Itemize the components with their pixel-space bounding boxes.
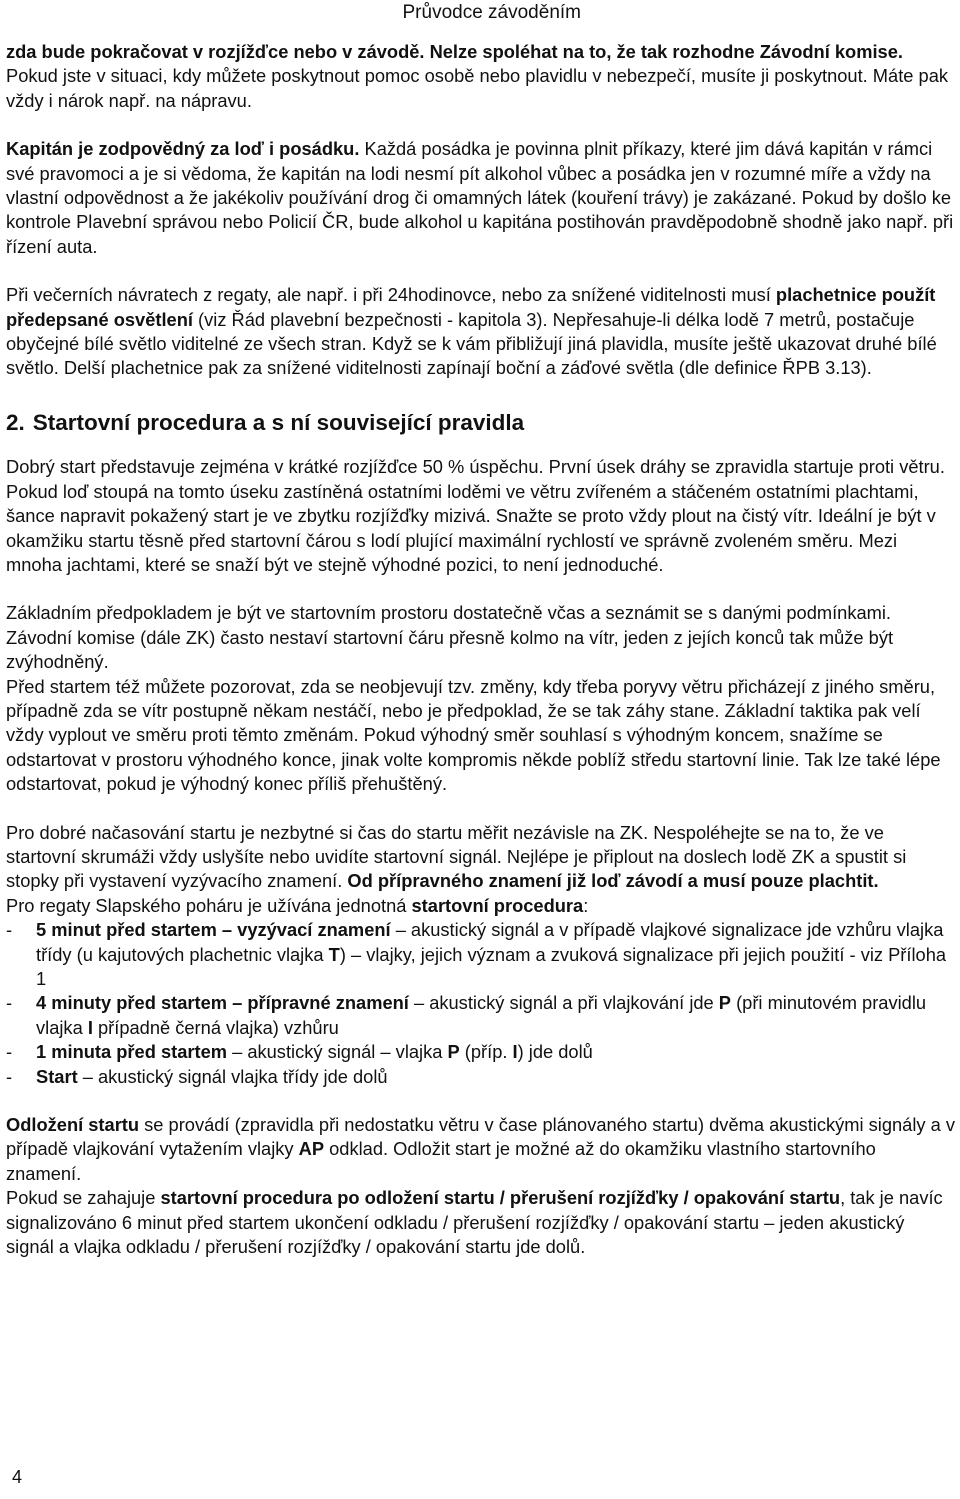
list-item-2-text-h: případně černá vlajka) vzhůru (92, 1016, 339, 1038)
list-item-3-text-f: ) jde dolů (517, 1041, 593, 1063)
paragraph-timing-text: Pro dobré načasování startu je nezbytné si čas do startu měřit nezávisle na ZK. Nespoléhejte se na to, že ve startovní skrumáži vždy uslyšíte nebo uvidíte startovní signál. Nejlépe je připlout na doslech lodě ZK a spustit si stopky při vystavení vyzývacího znamení. (6, 821, 907, 892)
restart-slash-2: / (678, 1187, 694, 1209)
list-item-3-flag-i: I (512, 1041, 518, 1063)
paragraph-lights-bold: plachetnice použít předepsané osvětlení (6, 284, 936, 330)
paragraph-start-area: Základním předpokladem je být ve startovním prostoru dostatečně včas a seznámit se s danými podmínkami. Závodní komise (dále ZK) často nestaví startovní čáru přesně kolmo na vítr, jeden z jejích konců tak může být zvýhodněný. (6, 602, 894, 673)
list-item-3-text-d: (příp. (459, 1041, 513, 1063)
paragraph-lights (6, 283, 956, 381)
list-item-2-flag-i: I (87, 1016, 93, 1038)
list-item-1-text-d: – akustický signál a v případě vlajkové signalizace jde vzhůru vlajka třídy (u kajutových plachetnic vlajka (36, 919, 944, 965)
restart-bold-d: přerušení rozjížďky (509, 1187, 679, 1209)
list-item-3-flag-p: P (447, 1041, 460, 1063)
paragraph-captain-text: Každá posádka je povinna plnit příkazy, které jim dává kapitán v rámci své pravomoci a je si vědoma, že kapitán na lodi nesmí pít alkohol vůbec a posádka jen v rozumné míře a vždy na vlastní odpovědnost a že jakékoliv používání drog či omamných látek (kouření trávy) je zakázané. Pokud by došlo ke kontrole Plavební správou nebo Policií ČR, bude alkohol u kapitána postihován pravděpodobně shodně jako např. při řízení auta. (6, 138, 954, 257)
paragraph-rescue-text: Pokud jste v situaci, kdy můžete poskytnout pomoc osobě nebo plavidlu v nebezpečí, musíte ji poskytnout. Máte pak vždy i nárok např. na nápravu. (6, 65, 949, 111)
list-item-1-bold-a: 5 minut před startem (36, 919, 217, 941)
paragraph-postponement (6, 1113, 956, 1186)
list-item-2-bold-a: 4 minuty před startem (36, 992, 227, 1014)
list-item-2-flag-p: P (718, 992, 731, 1014)
list-item-2-bold-c: přípravné znamení (247, 992, 409, 1014)
running-header-title: Průvodce závoděním (402, 2, 581, 23)
section-heading (6, 411, 956, 435)
list-item-2-text-d: – akustický signál a při vlajkování jde (408, 992, 719, 1014)
restart-slash-1: / (494, 1187, 510, 1209)
paragraph-rescue (6, 40, 956, 113)
paragraph-good-start: Dobrý start představuje zejména v krátké rozjížďce 50 % úspěchu. První úsek dráhy se zpravidla startuje proti větru. Pokud loď stoupá na tomto úseku zastíněná ostatními loděmi ve větru zvířeném a stáčeném ostatními plachtami, šance napravit pokažený start je ve zbytku rozjížďky mizivá. Snažte se proto vždy plout na čistý vítr. Ideální je být v okamžiku startu těsně před startovní čárou s lodí plující maximální rychlostí ve správně zvoleném směru. Mezi mnoha jachtami, které se snaží být ve stejně výhodné pozici, to není jednoduché. (6, 456, 945, 575)
page-content (6, 40, 956, 1259)
page-number: 4 (12, 1467, 23, 1487)
procedure-list (6, 918, 956, 1089)
list-item-4-text-b: – akustický signál vlajka třídy jde dolů (77, 1065, 388, 1087)
restart-text-g: , tak je navíc signalizováno 6 minut před startem ukončení odkladu / přerušení rozjížďky / opakování startu – jeden akustický signál a vlajka odkladu / přerušení rozjížďky / opakování startu jde dolů. (6, 1187, 943, 1258)
list-item-3-text-b: – akustický signál – vlajka (227, 1041, 448, 1063)
section-title: Startovní procedura a s ní související pravidla (32, 409, 525, 435)
list-item-4-bold-a: Start (36, 1065, 78, 1087)
restart-text-a: Pokud se zahajuje (6, 1187, 161, 1209)
paragraph-procedure-intro (6, 894, 956, 918)
procedure-intro-colon: : (583, 894, 589, 916)
list-item (6, 991, 956, 1040)
list-item-2-text-f: (při minutovém pravidlu vlajka (36, 992, 927, 1038)
procedure-intro-text: Pro regaty Slapského poháru je užívána jednotná (6, 894, 412, 916)
list-item-2-dash: – (227, 992, 248, 1014)
list-item-1-dash: – (216, 919, 238, 941)
paragraph-lights-text-a: Při večerních návratech z regaty, ale např. i při 24hodinovce, nebo za snížené viditelnosti musí (6, 284, 776, 306)
list-item-1-flag-t: T (328, 943, 340, 965)
paragraph-restart (6, 1186, 956, 1259)
list-item (6, 1040, 956, 1064)
list-item (6, 1065, 956, 1089)
paragraph-wind-changes: Před startem též můžete pozorovat, zda se neobjevují tzv. změny, kdy třeba poryvy větru přicházejí z jiného směru, případně zda se vítr postupně někam nestáčí, nebo je předpoklad, že se tak záhy stane. Základní taktika pak velí vždy vyplout ve směru proti těmto změnám. Pokud výhodný směr souhlasí s výhodným koncem, snažíme se odstartovat v prostoru výhodného konce, jinak volte kompromis někde poblíž středu startovní linie. Tak lze také lépe odstartovat, pokud je výhodný konec příliš přehuštěný. (6, 675, 941, 795)
paragraph-timing-bold: Od přípravného znamení již loď závodí a musí pouze plachtit. (347, 870, 879, 892)
postponement-text-b: se provádí (zpravidla při nedostatku větru v čase plánovaného startu) dvěma akustickými signály a v případě vlajkování vytažením vlajky (6, 1114, 956, 1160)
list-item-3-bold-a: 1 minuta před startem (36, 1041, 227, 1063)
paragraph-timing (6, 821, 956, 894)
postponement-bold: Odložení startu (6, 1114, 140, 1136)
list-item (6, 918, 956, 991)
postponement-text-d: odklad. Odložit start je možné až do okamžiku vlastního startovního znamení. (6, 1138, 876, 1184)
restart-bold-f: opakování startu (693, 1187, 841, 1209)
paragraph-captain (6, 137, 956, 259)
paragraph-captain-bold: Kapitán je zodpovědný za loď i posádku. (6, 138, 360, 160)
list-item-1-text-f: ) – vlajky, jejich význam a zvuková signalizace při jejich použití - viz Příloha 1 (36, 943, 947, 989)
list-item-1-bold-c: vyzývací znamení (237, 919, 391, 941)
paragraph-rescue-bold: zda bude pokračovat v rozjížďce nebo v závodě. Nelze spoléhat na to, že tak rozhodne Závodní komise. (6, 41, 903, 62)
procedure-intro-bold: startovní procedura (411, 894, 584, 916)
section-number: 2. (6, 409, 25, 435)
postponement-flag-ap: AP (298, 1138, 325, 1160)
paragraph-lights-text-c: (viz Řád plavební bezpečnosti - kapitola 3). Nepřesahuje-li délka lodě 7 metrů, postačuje obyčejné bílé světlo viditelné ze všech stran. Když se k vám přibližují jiná plavidla, musíte ještě ukazovat druhé bílé světlo. Delší plachetnice pak za snížené viditelnosti zapínají boční a záďové světla (dle definice ŘPB 3.13). (6, 308, 937, 379)
restart-bold-b: startovní procedura po odložení startu (160, 1187, 495, 1209)
